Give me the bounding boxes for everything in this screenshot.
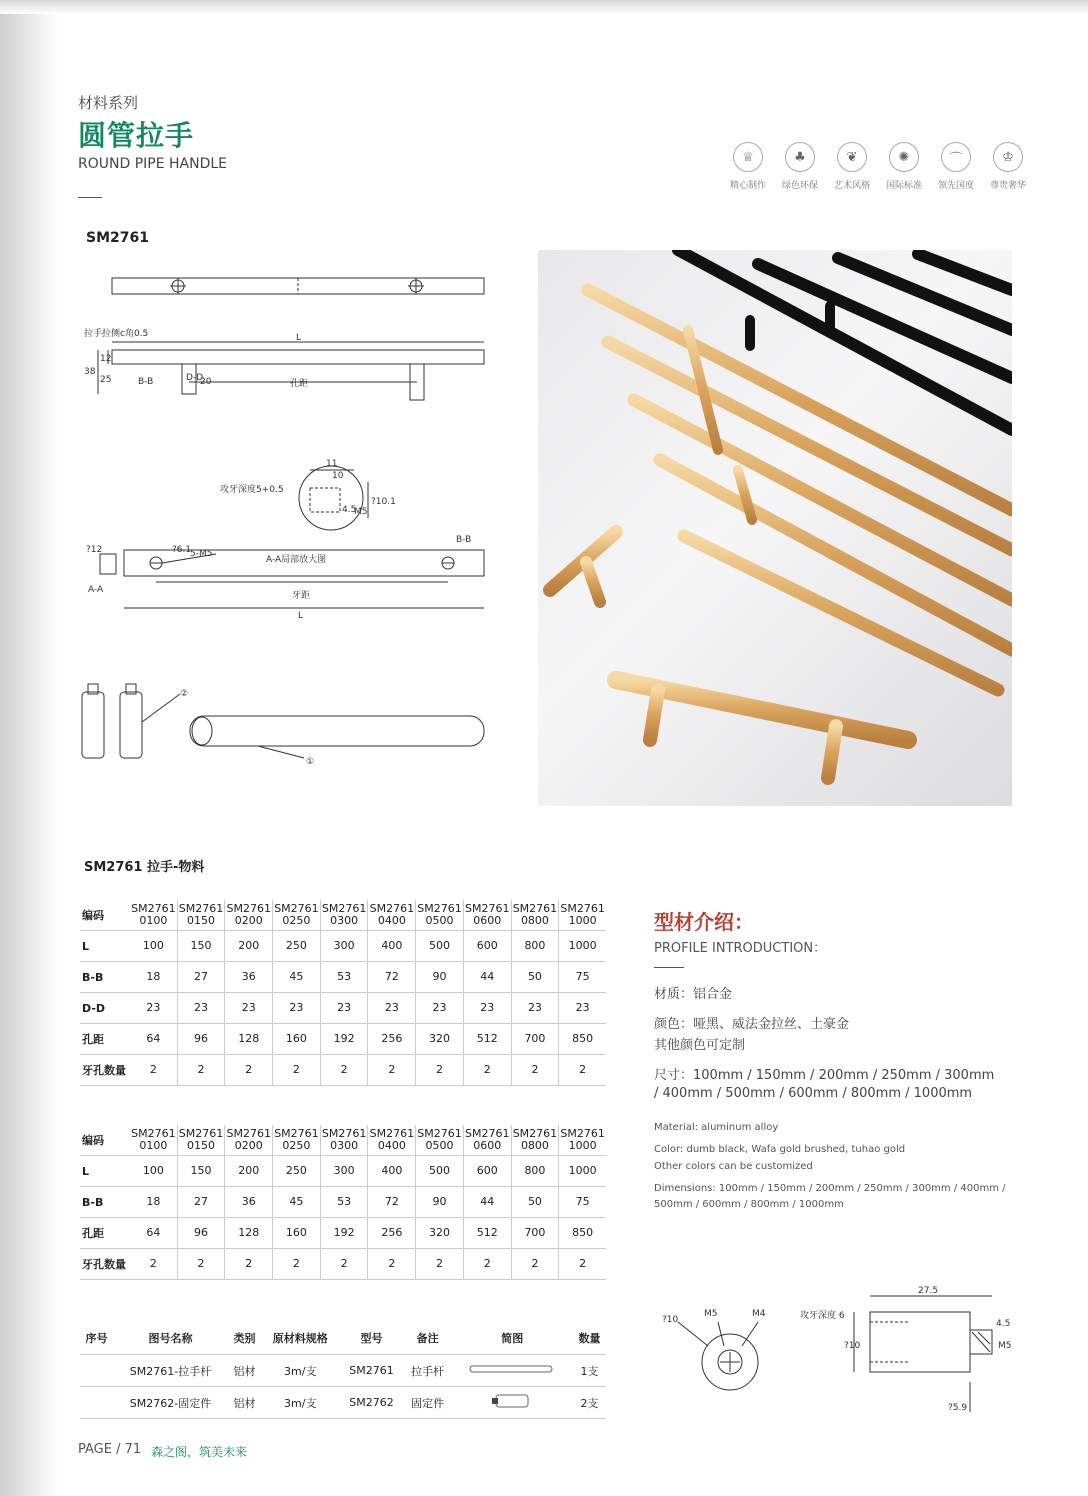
table-cell: 2 (368, 1249, 416, 1280)
table-cell: 72 (368, 1187, 416, 1218)
table-cell: 500 (416, 1156, 464, 1187)
table-cell: 27 (177, 962, 225, 993)
table-cell: 320 (416, 1218, 464, 1249)
table-cell: 45 (273, 962, 321, 993)
table-cell: 1支 (573, 1355, 606, 1387)
fixing-post-drawing (648, 1282, 1028, 1422)
dim-label: B-B (138, 377, 154, 387)
table-cell: SM2761 0250 (273, 900, 321, 931)
table-cell: 250 (273, 1156, 321, 1187)
table-cell: 300 (320, 931, 368, 962)
table-cell: 200 (225, 931, 273, 962)
dim-label: ?5.9 (948, 1403, 968, 1413)
table-cell: 400 (368, 931, 416, 962)
feature-item (881, 142, 927, 191)
table-cell: 90 (416, 1187, 464, 1218)
dim-label: M5 (354, 507, 368, 517)
table-cell: 500 (416, 931, 464, 962)
intro-size-2: / 400mm / 500mm / 600mm / 800mm / 1000mm (654, 1086, 973, 1101)
table-cell: 400 (368, 1156, 416, 1187)
table-cell: 23 (130, 993, 177, 1024)
feature-item (725, 142, 771, 191)
column-header: 原材料规格 (261, 1322, 340, 1355)
table-cell: SM2761 0500 (416, 900, 464, 931)
table-cell: SM2761 (340, 1355, 404, 1387)
table-cell: 256 (368, 1218, 416, 1249)
table-cell: SM2761 1000 (559, 1125, 606, 1156)
dim-label: 攻牙深度 6 (800, 1311, 845, 1321)
crown-icon: ♔ (993, 142, 1023, 172)
table-cell: 200 (225, 1156, 273, 1187)
table-row (80, 1218, 606, 1249)
table-cell: 23 (320, 993, 368, 1024)
table-cell: SM2761 0200 (225, 1125, 273, 1156)
column-header: 图号名称 (113, 1322, 228, 1355)
table-cell: 512 (463, 1024, 511, 1055)
table-cell: 23 (368, 993, 416, 1024)
dim-label: 孔距 (290, 379, 309, 389)
intro-en-dims-2: 500mm / 600mm / 800mm / 1000mm (654, 1199, 844, 1210)
column-header: 型号 (340, 1322, 404, 1355)
table-cell: 75 (559, 962, 606, 993)
dim-label: 20 (200, 377, 212, 387)
table-cell: 45 (273, 1187, 321, 1218)
table-cell: 23 (273, 993, 321, 1024)
table-cell: 2 (130, 1055, 177, 1086)
row-header: 孔距 (80, 1218, 130, 1249)
table-cell: 23 (463, 993, 511, 1024)
intro-en-color: Color: dumb black, Wafa gold brushed, tuhao gold (654, 1144, 906, 1155)
title-divider (78, 197, 102, 198)
intro-en-color-custom: Other colors can be customized (654, 1161, 813, 1172)
table-cell: 2 (320, 1249, 368, 1280)
dim-label: ?10.1 (371, 497, 396, 507)
table-cell: 50 (511, 962, 559, 993)
table-cell: 64 (130, 1024, 177, 1055)
table-cell: 2 (416, 1249, 464, 1280)
parts-table (80, 1322, 606, 1419)
top-shadow (0, 0, 1088, 14)
table-cell: 3m/支 (261, 1387, 340, 1419)
feature-label: 艺术风格 (833, 181, 870, 191)
dim-label: L (296, 333, 302, 343)
table-cell: 2 (225, 1249, 273, 1280)
dim-label: M4 (752, 1309, 766, 1319)
table-cell: 96 (177, 1218, 225, 1249)
table-cell: 2 (177, 1055, 225, 1086)
table-cell: 23 (416, 993, 464, 1024)
trophy-icon: ♕ (733, 142, 763, 172)
table-cell: SM2761 0400 (368, 1125, 416, 1156)
table-row (80, 1187, 606, 1218)
table-cell: SM2761 0100 (130, 1125, 177, 1156)
table-cell: 128 (225, 1218, 273, 1249)
table-cell: 600 (463, 931, 511, 962)
table-cell: 2支 (573, 1387, 606, 1419)
table-cell: 800 (511, 931, 559, 962)
row-header: 牙孔数量 (80, 1055, 130, 1086)
table-cell: 18 (130, 1187, 177, 1218)
table-cell: SM2761 0150 (177, 900, 225, 931)
dim-label: 4.5 (996, 1319, 1011, 1329)
table-cell: 2 (559, 1249, 606, 1280)
page-number: PAGE / 71 (78, 1442, 142, 1457)
feature-label: 尊贵奢华 (989, 181, 1026, 191)
part-sketch (452, 1355, 573, 1387)
dim-label: 25 (100, 375, 112, 385)
feature-label: 国际标准 (885, 181, 922, 191)
dim-label: 10 (332, 471, 344, 481)
table-cell: 2 (559, 1055, 606, 1086)
handles-illustration (538, 250, 1012, 806)
dim-label: 4.5 (342, 505, 357, 515)
feature-item (777, 142, 823, 191)
table-cell: 160 (273, 1024, 321, 1055)
dim-label: 11 (326, 459, 338, 469)
table-row (80, 1249, 606, 1280)
table-cell: SM2761 0300 (320, 1125, 368, 1156)
table-title: SM2761 拉手-物料 (84, 860, 205, 875)
table-cell: 600 (463, 1156, 511, 1187)
feature-item (985, 142, 1031, 191)
intro-en-material: Material: aluminum alloy (654, 1122, 779, 1133)
table-cell: 72 (368, 962, 416, 993)
table-cell: 150 (177, 931, 225, 962)
table-cell: 36 (225, 962, 273, 993)
series-label: 材料系列 (78, 94, 139, 112)
pipe-rod (190, 716, 484, 746)
model-number: SM2761 (86, 230, 149, 246)
table-cell: SM2761 0400 (368, 900, 416, 931)
dim-label: 12 (100, 354, 112, 364)
intro-color: 颜色：哑黑、威法金拉丝、土豪金 (654, 1017, 850, 1032)
dim-label: ?10 (844, 1341, 861, 1351)
intro-material: 材质：铝合金 (654, 987, 733, 1002)
table-cell: 150 (177, 1156, 225, 1187)
table-cell: 700 (511, 1218, 559, 1249)
table-cell: SM2761 0300 (320, 900, 368, 931)
table-cell: 2 (225, 1055, 273, 1086)
table-row (80, 1387, 606, 1419)
dim-label: 牙距 (292, 591, 311, 601)
book-spine-shadow (0, 0, 60, 1496)
feature-item (933, 142, 979, 191)
table-cell: 2 (463, 1249, 511, 1280)
table-cell: 64 (130, 1218, 177, 1249)
table-cell: 53 (320, 962, 368, 993)
arch-icon: ⌒ (941, 142, 971, 172)
product-photo (538, 250, 1012, 806)
globe-icon: ✺ (889, 142, 919, 172)
column-header: 类别 (228, 1322, 261, 1355)
table-cell: 1000 (559, 931, 606, 962)
intro-en-dims: Dimensions: 100mm / 150mm / 200mm / 250mm / 300mm / 400mm / (654, 1183, 1006, 1194)
table-cell: 23 (225, 993, 273, 1024)
page-title: 圆管拉手 (78, 119, 195, 152)
table-cell: 512 (463, 1218, 511, 1249)
column-header: 备注 (404, 1322, 452, 1355)
row-header: L (80, 931, 130, 962)
table-cell: SM2761 0200 (225, 900, 273, 931)
table-cell: SM2762 (340, 1387, 404, 1419)
intro-title: 型材介绍： (654, 910, 754, 934)
detail-circle (299, 466, 363, 530)
table-cell: 1000 (559, 1156, 606, 1187)
table-row (80, 1156, 606, 1187)
table-cell: 320 (416, 1024, 464, 1055)
table-header-row (80, 1322, 606, 1355)
tree-icon: ♣ (785, 142, 815, 172)
spec-table-1 (80, 900, 606, 1086)
table-cell: 50 (511, 1187, 559, 1218)
dim-label: 27.5 (918, 1286, 939, 1296)
table-cell: SM2761 0250 (273, 1125, 321, 1156)
table-cell: SM2761 0150 (177, 1125, 225, 1156)
feature-label: 绿色环保 (781, 181, 818, 191)
feature-icons (725, 142, 1031, 191)
table-cell: 23 (177, 993, 225, 1024)
dim-label: L (298, 611, 304, 621)
table-row (80, 993, 606, 1024)
table-cell: 75 (559, 1187, 606, 1218)
table-cell: 2 (320, 1055, 368, 1086)
table-row (80, 962, 606, 993)
table-cell: 90 (416, 962, 464, 993)
row-header: 孔距 (80, 1024, 130, 1055)
table-cell: 192 (320, 1024, 368, 1055)
table-cell: 23 (511, 993, 559, 1024)
table-cell: 192 (320, 1218, 368, 1249)
table-cell: 3m/支 (261, 1355, 340, 1387)
dim-label: D-D (186, 373, 204, 383)
row-header: L (80, 1156, 130, 1187)
table-cell: 2 (416, 1055, 464, 1086)
table-cell: 96 (177, 1024, 225, 1055)
table-cell: 250 (273, 931, 321, 962)
dim-label: A-A局部放大图 (266, 555, 327, 565)
row-header: B-B (80, 1187, 130, 1218)
handle-side-view (112, 350, 484, 364)
leaf-icon: ❦ (837, 142, 867, 172)
table-row (80, 900, 606, 931)
intro-divider (654, 967, 684, 968)
table-cell: 100 (130, 1156, 177, 1187)
table-cell: SM2761 1000 (559, 900, 606, 931)
row-header: 编码 (80, 900, 130, 931)
feature-label: 精心制作 (729, 181, 766, 191)
column-header: 简图 (452, 1322, 573, 1355)
feature-label: 领先国度 (937, 181, 974, 191)
column-header: 数量 (573, 1322, 606, 1355)
dim-label: ?6.1 (172, 545, 192, 555)
dim-label: ?12 (86, 545, 103, 555)
dim-label: 5-M5 (190, 549, 213, 559)
table-cell: 256 (368, 1024, 416, 1055)
table-cell: 铝材 (228, 1355, 261, 1387)
table-cell: 2 (130, 1249, 177, 1280)
spec-table-2 (80, 1125, 606, 1280)
slogan: 森之阁，筑美未来 (151, 1445, 248, 1459)
table-cell: 53 (320, 1187, 368, 1218)
feature-item (829, 142, 875, 191)
table-cell: 2 (511, 1055, 559, 1086)
table-cell: 2 (368, 1055, 416, 1086)
table-cell: SM2761 0800 (511, 1125, 559, 1156)
table-row (80, 1024, 606, 1055)
callout-2: ② (180, 689, 189, 699)
callout-1: ① (306, 757, 315, 767)
dim-label: ?10 (662, 1315, 679, 1325)
table-cell: 2 (463, 1055, 511, 1086)
table-cell: 27 (177, 1187, 225, 1218)
table-cell: 2 (273, 1249, 321, 1280)
dim-label: 38 (84, 367, 96, 377)
dim-label: A-A (88, 585, 104, 595)
table-cell: 160 (273, 1218, 321, 1249)
fixing-post (120, 692, 142, 758)
table-cell: 850 (559, 1218, 606, 1249)
table-cell: 18 (130, 962, 177, 993)
dim-label: B-B (456, 535, 472, 545)
table-cell: SM2761 0600 (463, 1125, 511, 1156)
fixing-post (82, 692, 104, 758)
table-cell: SM2762-固定件 (113, 1387, 228, 1419)
table-cell: 2 (177, 1249, 225, 1280)
intro-title-en: PROFILE INTRODUCTION： (654, 941, 827, 956)
table-cell: 铝材 (228, 1387, 261, 1419)
table-cell: 850 (559, 1024, 606, 1055)
table-cell: SM2761-拉手杆 (113, 1355, 228, 1387)
table-cell: 100 (130, 931, 177, 962)
table-row (80, 1355, 606, 1387)
table-cell (80, 1387, 113, 1419)
table-cell: 700 (511, 1024, 559, 1055)
table-cell: 44 (463, 1187, 511, 1218)
row-header: B-B (80, 962, 130, 993)
table-row (80, 1055, 606, 1086)
table-cell: 2 (273, 1055, 321, 1086)
dim-label: 拉手拉侧c角0.5 (84, 329, 149, 339)
dim-label: M5 (704, 1309, 718, 1319)
intro-size: 尺寸：100mm / 150mm / 200mm / 250mm / 300mm (654, 1068, 995, 1083)
row-header: D-D (80, 993, 130, 1024)
table-cell (80, 1355, 113, 1387)
technical-drawing (78, 262, 518, 782)
part-sketch (452, 1387, 573, 1419)
table-cell: 23 (559, 993, 606, 1024)
dim-label: M5 (998, 1341, 1012, 1351)
row-header: 牙孔数量 (80, 1249, 130, 1280)
dim-label: 攻牙深度5+0.5 (220, 485, 284, 495)
table-cell: 固定件 (404, 1387, 452, 1419)
table-row (80, 1125, 606, 1156)
intro-color-custom: 其他颜色可定制 (654, 1038, 746, 1053)
table-row (80, 931, 606, 962)
table-cell: SM2761 0800 (511, 900, 559, 931)
table-cell: 300 (320, 1156, 368, 1187)
table-cell: 拉手杆 (404, 1355, 452, 1387)
row-header: 编码 (80, 1125, 130, 1156)
table-cell: 36 (225, 1187, 273, 1218)
column-header: 序号 (80, 1322, 113, 1355)
table-cell: 2 (511, 1249, 559, 1280)
table-cell: 800 (511, 1156, 559, 1187)
table-cell: 128 (225, 1024, 273, 1055)
page-title-en: ROUND PIPE HANDLE (78, 156, 228, 172)
table-cell: SM2761 0100 (130, 900, 177, 931)
table-cell: SM2761 0500 (416, 1125, 464, 1156)
table-cell: 44 (463, 962, 511, 993)
table-cell: SM2761 0600 (463, 900, 511, 931)
post-side-view (870, 1312, 970, 1372)
